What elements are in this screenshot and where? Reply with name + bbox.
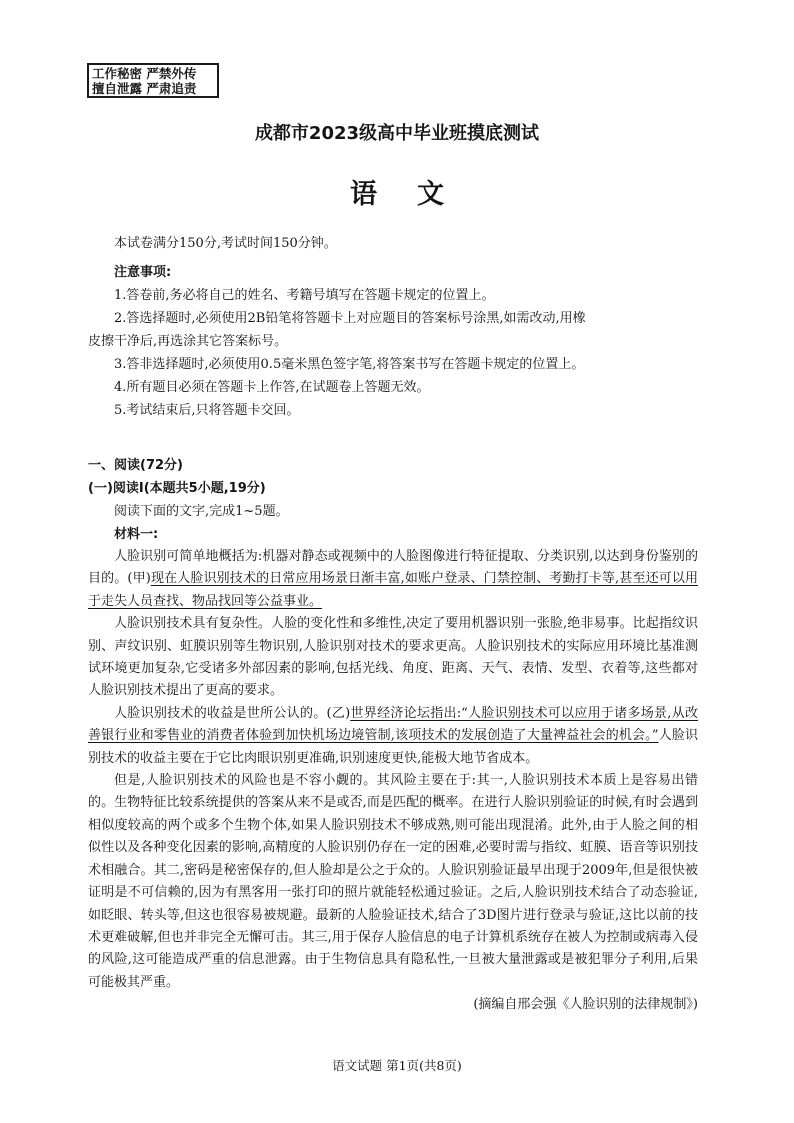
page-footer: 语文试题 第1页(共8页) <box>332 1058 462 1073</box>
passage-paragraph-2: 人脸识别技术具有复杂性。人脸的变化性和多维性,决定了要用机器识别一张脸,绝非易事。比起指纹识别、声纹识别、虹膜识别等生物识别,人脸识别对技术的要求更高。人脸识别技术的实际应用环境比基准测试环境更加复杂,它受诸多外部因素的影响,包括光线、角度、距离、天气、表情、发型、衣着等,这些都对人脸识别技术提出了更高的要求。 <box>88 616 698 699</box>
reading-instruction: 阅读下面的文字,完成1~5题。 <box>114 504 289 519</box>
note-item-continuation: 皮擦干净后,再选涂其它答案标号。 <box>88 334 288 349</box>
note-item: 3.答非选择题时,必须使用0.5毫米黑色签字笔,将答案书写在答题卡规定的位置上。 <box>114 357 585 372</box>
note-item: 5.考试结束后,只将答题卡交回。 <box>114 403 300 418</box>
notes-heading: 注意事项: <box>114 265 172 280</box>
underlined-sentence-jia: 现在人脸识别技术的日常应用场景日渐丰富,如账户登录、门禁控制、考勤打卡等,甚至还可以用于走失人员查找、物品找回等公益事业。 <box>88 571 699 609</box>
passage-text: 人脸识别技术的收益是世所公认的。(乙) <box>114 705 351 721</box>
confidential-line-2: 擅自泄露 严肃追责 <box>92 81 197 96</box>
passage-text: 人脸识别可简单地概括为:机器对静态或视频中的人脸图像进行特征提取、分类识别,以达到身份鉴别的目的。(甲) <box>88 549 698 587</box>
confidential-line-1: 工作秘密 严禁外传 <box>92 66 197 81</box>
passage-text: 人脸识别技术的收益主要在于它比肉眼识别更准确,识别速度更快,能极大地节省成本。 <box>88 728 698 766</box>
passage-paragraph-4: 但是,人脸识别技术的风险也是不容小觑的。其风险主要在于:其一,人脸识别技术本质上是容易出错的。生物特征比较系统提供的答案从来不是或否,而是匹配的概率。在进行人脸识别验证的时候,有时会遇到相似度较高的两个或多个生物个体,如果人脸识别技术不够成熟,则可能出现混淆。此外,由于人脸之间的相似性以及各种变化因素的影响,高精度的人脸识别仍存在一定的困难,必要时需与指纹、虹膜、语音等识别技术相融合。其二,密码是秘密保存的,但人脸却是公之于众的。人脸识别验证最早出现于2009年,但是很快被证明是不可信赖的,因为有黑客用一张打印的照片就能轻松通过验证。之后,人脸识别技术结合了动态验证,如眨眼、转头等,但这也很容易被规避。最新的人脸验证技术,结合了3D图片进行登录与验证,这比以前的技术更难破解,但也并非完全无懈可击。其三,用于保存人脸信息的电子计算机系统存在被人为控制或病毒入侵的风险,这可能造成严重的信息泄露。由于生物信息具有隐私性,一旦被大量泄露或是被犯罪分子利用,后果可能极其严重。 <box>88 773 698 990</box>
material-label: 材料一: <box>114 527 159 542</box>
passage-source: (摘编自邢会强《人脸识别的法律规制》) <box>473 997 698 1013</box>
note-item: 1.答卷前,务必将自己的姓名、考籍号填写在答题卡规定的位置上。 <box>114 288 495 303</box>
note-item: 2.答选择题时,必须使用2B铅笔将答题卡上对应题目的答案标号涂黑,如需改动,用橡 <box>114 311 586 326</box>
section-subtitle: (一)阅读Ⅰ(本题共5小题,19分) <box>88 481 266 496</box>
passage <box>88 546 698 994</box>
confidential-stamp <box>87 63 219 98</box>
subject-title: 语文 <box>350 179 484 210</box>
passage-paragraph-3 <box>88 703 698 770</box>
exam-content <box>88 232 698 1016</box>
note-item: 4.所有题目必须在答题卡上作答,在试题卷上答题无效。 <box>114 380 430 395</box>
exam-title: 成都市2023级高中毕业班摸底测试 <box>254 123 540 144</box>
underlined-sentence-yi: 世界经济论坛指出:“人脸识别技术可以应用于诸多场景,从改善银行业和零售业的消费者体验到加快机场边境管制,该项技术的发展创造了大量裨益社会的机会。” <box>88 705 698 744</box>
section-title: 一、阅读(72分) <box>88 458 183 473</box>
passage-paragraph-1 <box>88 546 698 613</box>
exam-intro: 本试卷满分150分,考试时间150分钟。 <box>114 236 337 251</box>
